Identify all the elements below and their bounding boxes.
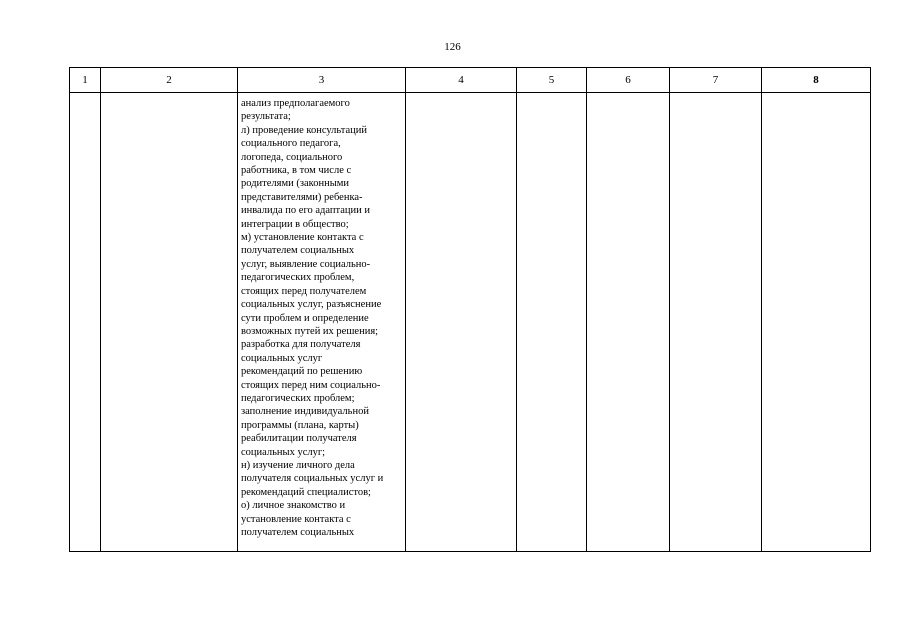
text-line: получателем социальных (241, 527, 355, 538)
cell-col-8 (762, 93, 871, 552)
text-line: социальных услуг, разъяснение (241, 299, 382, 311)
text-line: результата; (241, 111, 291, 123)
page-number: 126 (444, 41, 461, 53)
column-header-2: 2 (101, 68, 238, 93)
text-line: получателем социальных (241, 245, 355, 257)
text-line: рекомендаций по решению (241, 366, 363, 378)
text-line: сути проблем и определение (241, 312, 369, 324)
text-line: разработка для получателя (241, 339, 361, 351)
column-header-1: 1 (70, 68, 101, 93)
text-line: реабилитации получателя (241, 433, 357, 445)
text-line: представителями) ребенка- (241, 191, 363, 203)
text-line: педагогических проблем; (241, 392, 355, 404)
text-line: родителями (законными (241, 178, 350, 190)
column-header-3: 3 (238, 68, 406, 93)
column-header-8: 8 (762, 68, 871, 93)
column-header-7: 7 (670, 68, 762, 93)
cell-col-6 (587, 93, 670, 552)
column-header-6: 6 (587, 68, 670, 93)
text-line: получателя социальных услуг и (241, 473, 384, 485)
text-line: интеграции в общество; (241, 218, 349, 230)
text-line: возможных путей их решения; (241, 325, 379, 337)
text-line: педагогических проблем, (241, 272, 355, 284)
column-header-5: 5 (517, 68, 587, 93)
text-line: работника, в том числе с (241, 165, 352, 177)
text-line: заполнение индивидуальной (241, 406, 369, 418)
text-line: социальных услуг; (241, 446, 326, 458)
cell-col-4 (406, 93, 517, 552)
cell-col-5 (517, 93, 587, 552)
text-line: н) изучение личного дела (241, 459, 355, 471)
text-line: программы (плана, карты) (241, 419, 359, 431)
text-line: социального педагога, (241, 138, 341, 150)
text-line: о) личное знакомство и (241, 500, 346, 512)
text-line: л) проведение консультаций (241, 124, 368, 136)
table-row (70, 93, 871, 552)
text-line: м) установление контакта с (241, 232, 364, 244)
text-line: установление контакта с (241, 513, 351, 525)
service-description (238, 93, 405, 539)
cell-col-1 (70, 93, 101, 552)
text-line: рекомендаций специалистов; (241, 486, 371, 498)
header-row (70, 68, 871, 93)
text-line: инвалида по его адаптации и (241, 205, 370, 217)
text-line: социальных услуг (241, 352, 323, 364)
cell-col-2 (101, 93, 238, 552)
text-line: логопеда, социального (241, 151, 343, 163)
column-header-4: 4 (406, 68, 517, 93)
cell-col-3 (238, 93, 406, 552)
text-line: стоящих перед ним социально- (241, 379, 381, 391)
cell-col-7 (670, 93, 762, 552)
services-table (69, 67, 871, 552)
text-line: анализ предполагаемого (241, 98, 350, 109)
text-line: услуг, выявление социально- (241, 258, 371, 270)
text-line: стоящих перед получателем (241, 285, 367, 297)
